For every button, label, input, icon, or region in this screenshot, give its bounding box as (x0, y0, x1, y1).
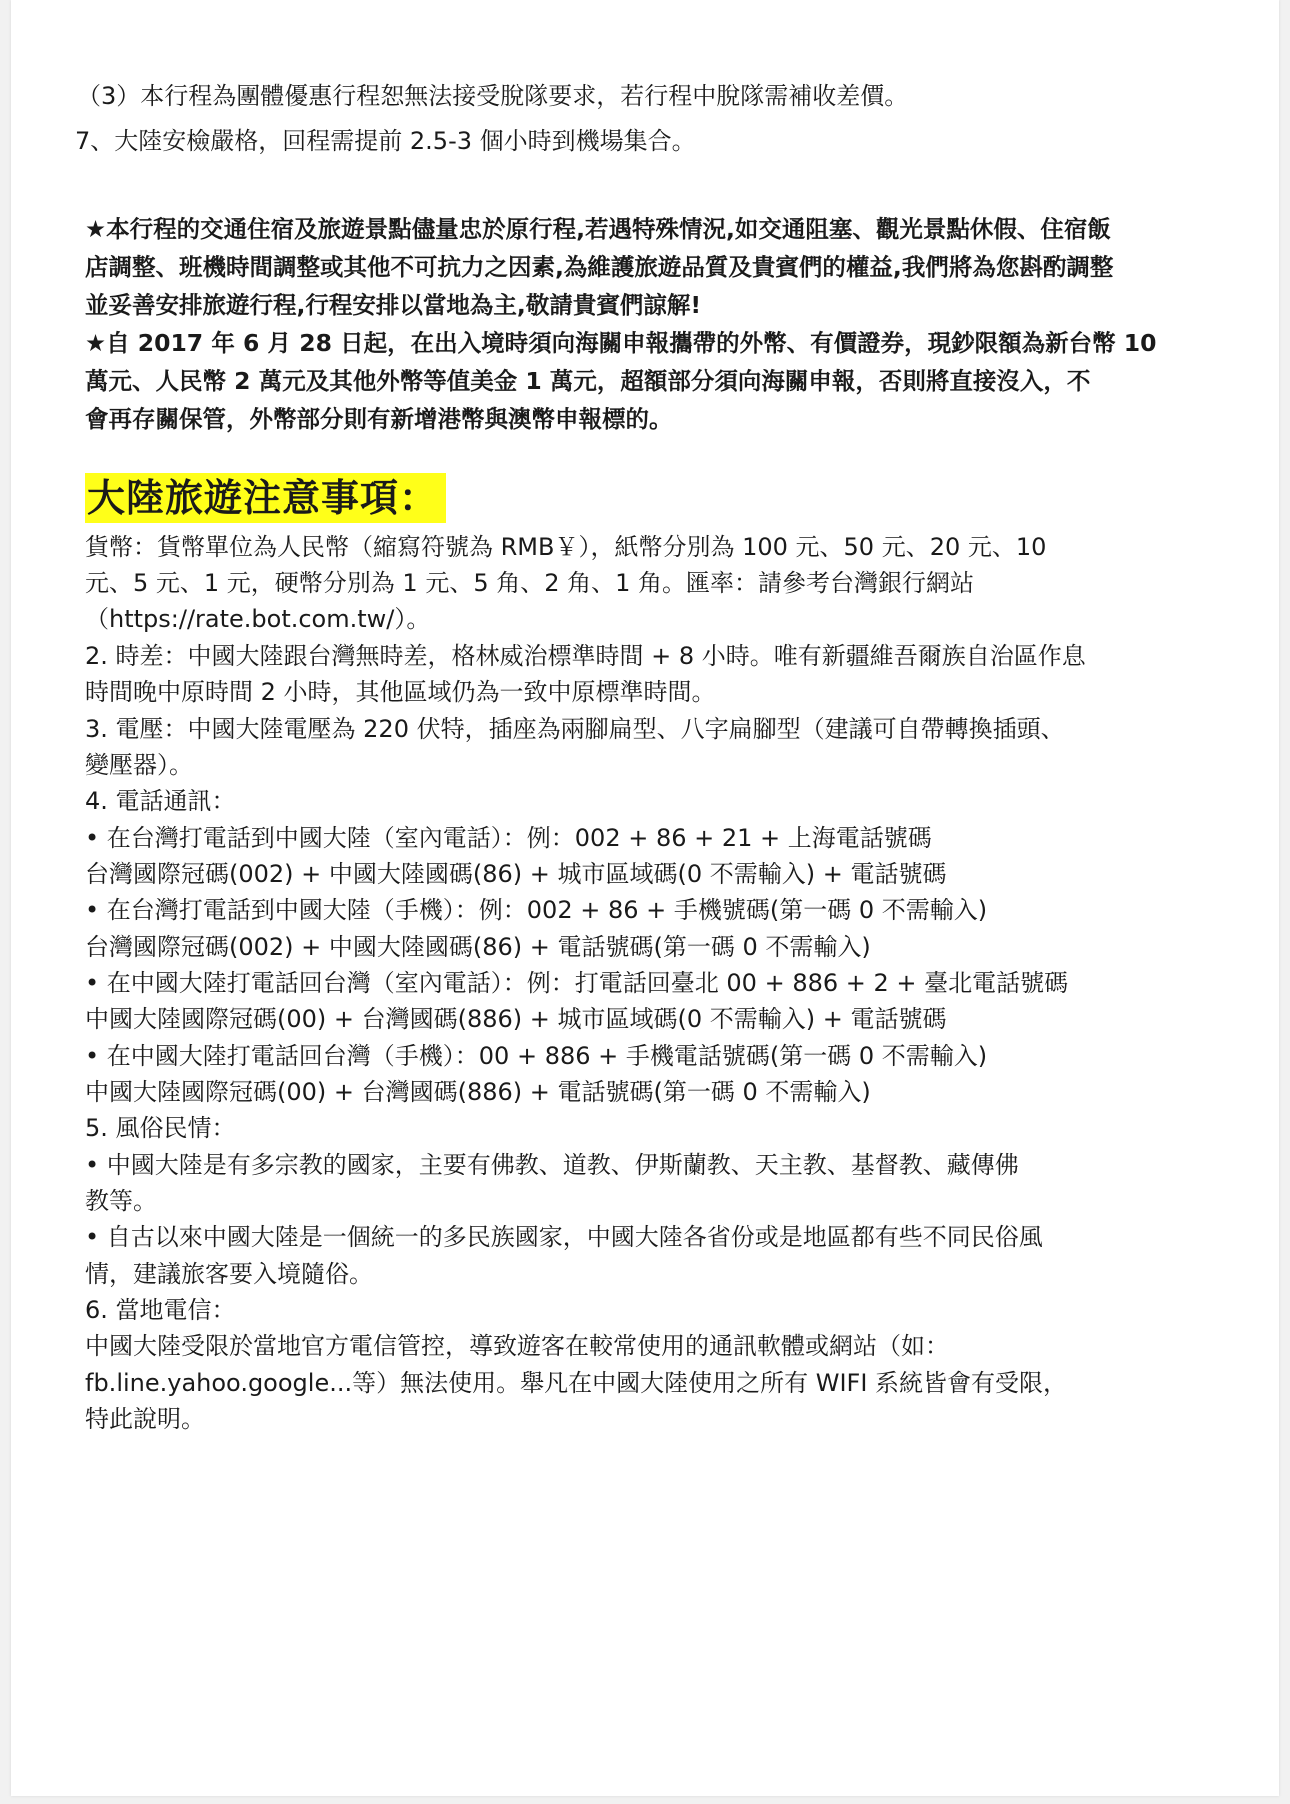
list-item: • 在台灣打電話到中國大陸（室內電話）：例：002 + 86 + 21 + 上海電話號碼 (85, 824, 932, 852)
text-line: 2. 時差：中國大陸跟台灣無時差，格林威治標準時間 + 8 小時。唯有新疆維吾爾族自治區作息 (85, 642, 1086, 670)
text-line: 5. 風俗民情： (85, 1114, 236, 1142)
list-item: • 在中國大陸打電話回台灣（手機）：00 + 886 + 手機電話號碼(第一碼 0 不需輸入) (85, 1042, 988, 1070)
text-line: 6. 當地電信： (85, 1296, 236, 1324)
notice-line: ★自 2017 年 6 月 28 日起，在出入境時須向海關申報攜帶的外幣、有價證券，現鈔限額為新台幣 10 (85, 329, 1157, 357)
list-item: • 在台灣打電話到中國大陸（手機）：例：002 + 86 + 手機號碼(第一碼 0 不需輸入) (85, 896, 988, 924)
document-page (11, 0, 1279, 1796)
section-heading: 大陸旅遊注意事項： (85, 473, 446, 523)
notice-line: 店調整、班機時間調整或其他不可抗力之因素,為維護旅遊品質及貴賓們的權益,我們將為您斟酌調整 (85, 253, 1114, 281)
notice-line: ★本行程的交通住宿及旅遊景點儘量忠於原行程,若遇特殊情況,如交通阻塞、觀光景點休假、住宿飯 (85, 215, 1111, 243)
text-line: 4. 電話通訊： (85, 787, 236, 815)
text-line: 中國大陸國際冠碼(00) + 台灣國碼(886) + 電話號碼(第一碼 0 不需輸入) (85, 1078, 871, 1106)
notice-line: 並妥善安排旅遊行程,行程安排以當地為主,敬請貴賓們諒解! (85, 291, 702, 319)
text-line: 情，建議旅客要入境隨俗。 (85, 1260, 373, 1288)
notice-line: 萬元、人民幣 2 萬元及其他外幣等值美金 1 萬元，超額部分須向海關申報，否則將直接沒入，不 (85, 367, 1091, 395)
list-item: • 自古以來中國大陸是一個統一的多民族國家，中國大陸各省份或是地區都有些不同民俗風 (85, 1223, 1043, 1251)
notice-line: 會再存關保管，外幣部分則有新增港幣與澳幣申報標的。 (85, 405, 673, 433)
text-line: fb.line.yahoo.google...等）無法使用。舉凡在中國大陸使用之所有 WIFI 系統皆會有受限， (85, 1369, 1068, 1397)
text-line: 3. 電壓：中國大陸電壓為 220 伏特，插座為兩腳扁型、八字扁腳型（建議可自帶轉換插頭、 (85, 715, 1065, 743)
text-line: 元、5 元、1 元，硬幣分別為 1 元、5 角、2 角、1 角。匯率：請參考台灣銀行網站 (85, 569, 975, 597)
text-line: 貨幣：貨幣單位為人民幣（縮寫符號為 RMB￥），紙幣分別為 100 元、50 元、20 元、10 (85, 533, 1047, 561)
text-line: 中國大陸國際冠碼(00) + 台灣國碼(886) + 城市區域碼(0 不需輸入) + 電話號碼 (85, 1005, 947, 1033)
text-line: 時間晚中原時間 2 小時，其他區域仍為一致中原標準時間。 (85, 678, 716, 706)
text-line: 7、大陸安檢嚴格，回程需提前 2.5-3 個小時到機場集合。 (75, 127, 696, 155)
list-item: • 在中國大陸打電話回台灣（室內電話）：例：打電話回臺北 00 + 886 + 2 + 臺北電話號碼 (85, 969, 1069, 997)
text-line: （https://rate.bot.com.tw/）。 (85, 605, 431, 633)
text-line: 台灣國際冠碼(002) + 中國大陸國碼(86) + 城市區域碼(0 不需輸入) + 電話號碼 (85, 860, 947, 888)
text-line: 教等。 (85, 1187, 157, 1215)
text-line: 變壓器）。 (85, 751, 193, 779)
list-item: • 中國大陸是有多宗教的國家，主要有佛教、道教、伊斯蘭教、天主教、基督教、藏傳佛 (85, 1151, 1019, 1179)
text-line: 特此說明。 (85, 1405, 205, 1433)
text-line: 中國大陸受限於當地官方電信管控，導致遊客在較常使用的通訊軟體或網站（如： (85, 1332, 949, 1360)
text-line: 台灣國際冠碼(002) + 中國大陸國碼(86) + 電話號碼(第一碼 0 不需輸入) (85, 933, 871, 961)
text-line: （3）本行程為團體優惠行程恕無法接受脫隊要求，若行程中脫隊需補收差價。 (77, 82, 909, 110)
